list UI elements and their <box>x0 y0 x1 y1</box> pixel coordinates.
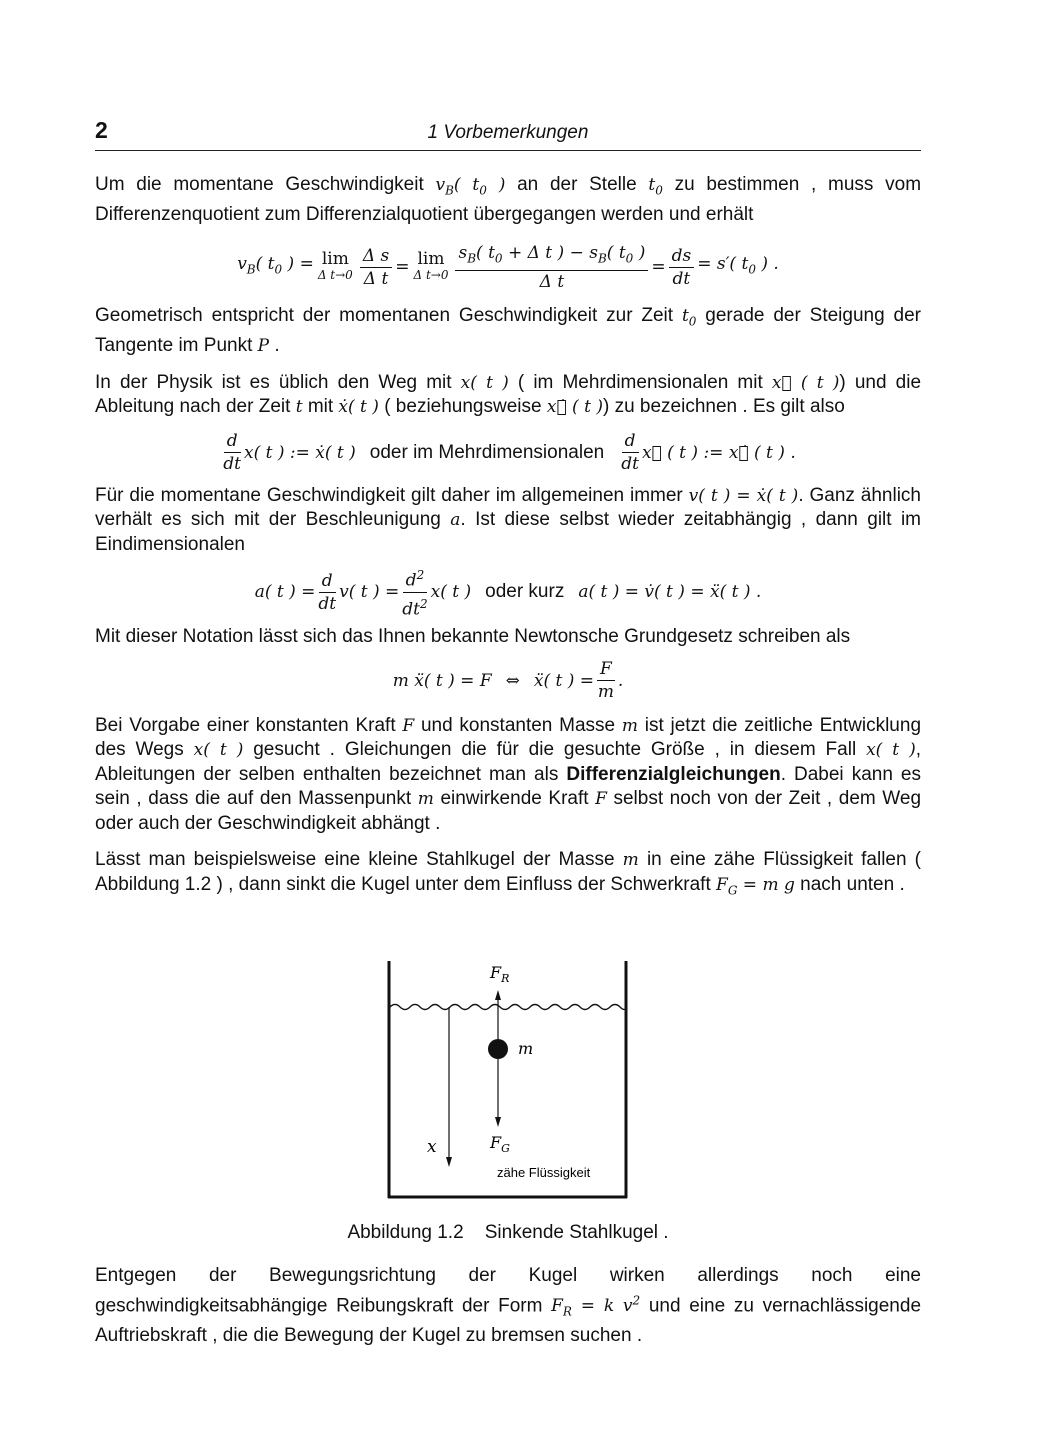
equation-text: oder kurz <box>485 581 565 603</box>
paragraph-2: Geometrisch entspricht der momentanen Geschwindigkeit zur Zeit $t_0$ gerade der Steigung der Tangente im Punkt P . <box>95 305 921 357</box>
math-inline: x⃗ ( t ) <box>771 372 840 393</box>
math-inline: x( t ) <box>866 740 916 761</box>
text: ( im Mehrdimensionalen mit <box>517 371 763 393</box>
label-x: x <box>427 1137 437 1157</box>
math-inline: v( t ) = ẋ( t ) <box>688 485 799 506</box>
text: ist jetzt die zeitliche Entwicklung des Wegs <box>95 714 922 761</box>
math-inline: $v_B$( $t_0$ ) <box>435 175 506 198</box>
text: an der Stelle <box>517 174 637 195</box>
text: . Dabei kann es sein , dass die auf den Massenpunkt <box>95 763 921 810</box>
paragraph-8 <box>95 1264 921 1349</box>
steel-ball <box>488 1039 508 1059</box>
math-inline: t <box>295 397 303 418</box>
text: zu bestimmen , muss vom Differenzenquotient zum Differenzialquotient übergegangen werden und erhält <box>95 174 922 225</box>
math-inline: m <box>621 715 638 736</box>
text: ( beziehungsweise <box>384 396 542 418</box>
math-inline: x( t ) <box>193 740 244 761</box>
text: und eine zu vernachlässigende Auftriebskraft , die die Bewegung der Kugel zu bremsen suchen . <box>95 1295 922 1347</box>
page-number: 2 <box>95 117 108 143</box>
paragraph-3 <box>95 371 921 420</box>
math-inline: P <box>257 336 270 357</box>
paragraph-4 <box>95 484 921 558</box>
text: Um die momentane Geschwindigkeit <box>95 174 424 195</box>
text: ) zu bezeichnen . Es gilt also <box>602 396 845 418</box>
text: , Ableitungen der selben enthalten bezeichnet man als <box>95 739 922 785</box>
math-inline: ẋ( t ) <box>338 397 379 418</box>
text: mit <box>307 396 334 418</box>
text: in eine zähe Flüssigkeit fallen ( Abbildung 1.2 ) , dann sinkt die Kugel unter dem Einfluss der Schwerkraft <box>95 849 922 895</box>
math-inline: x⃗̇ ( t ) <box>546 397 603 418</box>
text: ) und die Ableitung nach der Zeit <box>95 371 922 418</box>
text: gesucht . Gleichungen die für die gesuchte Größe , in diesem Fall <box>253 739 857 761</box>
liquid-surface <box>390 1005 626 1010</box>
chapter-title: 1 Vorbemerkungen <box>427 122 589 143</box>
equation-text: oder im Mehrdimensionalen <box>369 441 605 463</box>
math-inline: m <box>417 789 434 810</box>
math-inline: F <box>402 715 415 736</box>
running-header <box>95 118 921 151</box>
figure-sinking-ball <box>380 955 640 1205</box>
label-liquid: zähe Flüssigkeit <box>497 1165 591 1180</box>
figure-caption: Abbildung 1.2 Sinkende Stahlkugel . <box>347 1222 669 1243</box>
math-inline: $F_G = m$ g <box>716 874 795 898</box>
paragraph-7 <box>95 848 921 902</box>
label-friction-force: $F_R$ <box>490 963 510 985</box>
bold-term: Differenzialgleichungen <box>566 763 781 785</box>
text: und konstanten Masse <box>420 714 616 736</box>
math-inline: $t_0$ <box>681 306 697 329</box>
text: Für die momentane Geschwindigkeit gilt daher im allgemeinen immer <box>95 484 683 506</box>
text: Entgegen der Bewegungsrichtung der Kugel wirken allerdings noch eine geschwindigkeitsabhängige Reibungskraft der Form <box>95 1265 921 1317</box>
page <box>95 118 921 903</box>
paragraph-5: Mit dieser Notation lässt sich das Ihnen bekannte Newtonsche Grundgesetz schreiben als <box>95 626 851 648</box>
text: . Ist diese selbst wieder zeitabhängig , dann gilt im Eindimensionalen <box>95 509 921 555</box>
x-arrowhead <box>446 1157 452 1167</box>
text: einwirkende Kraft <box>440 788 589 810</box>
text: selbst noch von der Zeit , dem Weg oder auch der Geschwindigkeit abhängt . <box>95 788 922 834</box>
math-inline: x( t ) <box>460 372 509 393</box>
text: Bei Vorgabe einer konstanten Kraft <box>95 714 396 736</box>
friction-arrowhead <box>495 990 501 1000</box>
paragraph-6 <box>95 714 921 837</box>
math-inline: $F_R = k$ $v^2$ <box>551 1293 641 1319</box>
math-inline: a <box>450 510 461 531</box>
text: Lässt man beispielsweise eine kleine Stahlkugel der Masse <box>95 849 615 871</box>
text: nach unten . <box>800 873 905 895</box>
equation-acceleration: a( t ) = $\frac{d}{dt}$ v( t ) = $\frac{d^2}{dt^2}$ x( t ) oder kurz a( t ) = v̇( t ) = ẍ( t ) . <box>95 561 921 623</box>
text: gerade der Steigung der Tangente im Punkt <box>95 305 921 357</box>
text: In der Physik ist es üblich den Weg mit <box>95 371 452 393</box>
equation-newton: m ẍ( t ) = F ⇔ ẍ( t ) = $\frac{F}{m}$ . <box>392 659 624 703</box>
math-inline: F <box>595 789 607 810</box>
text: Geometrisch entspricht der momentanen Geschwindigkeit zur Zeit <box>95 305 674 327</box>
equation-derivative: $v_B$( $t_0$ ) = lim Δ t→0 $\frac{\text{Δ s}}{\text{Δ t}}$ = lim Δ t→0 $\frac{s_B( t_0 + \Delta t ) - s_B( t_0 )}{\text{Δ t}}$ = $\frac{ds}{dt}$ = s′( $t_0$ ) . <box>237 243 779 292</box>
label-gravity-force: $F_G$ <box>490 1133 510 1155</box>
paragraph-1 <box>95 173 921 227</box>
math-inline: m <box>622 850 639 871</box>
math-inline: $t_0$ <box>648 175 663 198</box>
equation-notation: d dt x( t ) := ẋ( t ) oder im Mehrdimensionalen d dt x⃗ ( t ) := x⃗̇ ( t ) . <box>223 431 796 475</box>
gravity-arrowhead <box>495 1117 501 1127</box>
label-mass: m <box>518 1039 534 1058</box>
text: . Ganz ähnlich verhält es sich mit der Beschleunigung <box>95 484 921 531</box>
